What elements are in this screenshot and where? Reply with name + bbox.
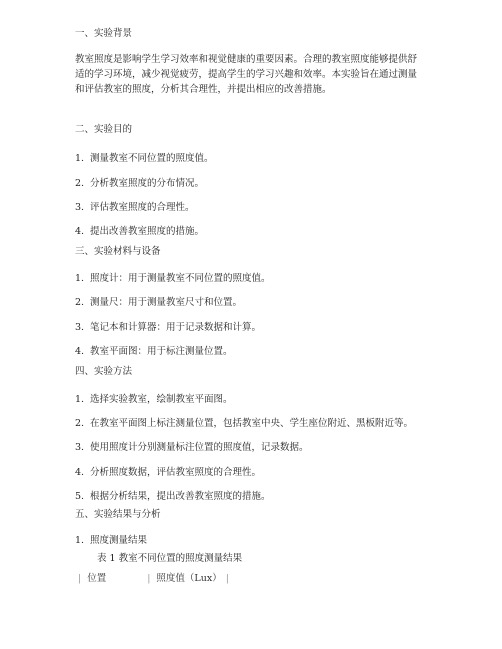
heading-background: 一、实验背景 (75, 28, 133, 39)
list-item (75, 394, 233, 406)
paragraph-line: 适的学习环境，减少视觉疲劳，提高学生的学习兴趣和效率。本实验旨在通过测量 (75, 69, 418, 80)
list-text: 测量尺：用于测量教室尺寸和位置。 (90, 297, 243, 308)
list-item (75, 178, 204, 190)
list-text: 评估教室照度的合理性。 (90, 202, 195, 213)
list-text: 提出改善教室照度的措施。 (90, 226, 205, 237)
list-text: 教室平面图：用于标注测量位置。 (90, 346, 233, 357)
table-divider: | (147, 573, 151, 584)
heading-materials: 三、实验材料与设备 (75, 246, 161, 257)
list-item (75, 273, 271, 285)
list-text: 笔记本和计算器：用于记录数据和计算。 (90, 322, 262, 333)
list-number: 1. (75, 394, 85, 405)
paragraph-background (75, 52, 435, 97)
list-number: 2. (75, 418, 85, 429)
paragraph-line: 和评估教室的照度，分析其合理性，并提出相应的改善措施。 (75, 84, 332, 95)
paragraph-line: 教室照度是影响学生学习效率和视觉健康的重要因素。合理的教室照度能够提供舒 (75, 54, 418, 65)
list-item (75, 418, 413, 430)
list-number: 2. (75, 297, 85, 308)
heading-results: 五、实验结果与分析 (75, 509, 161, 520)
table-caption: 表 1 教室不同位置的照度测量结果 (97, 553, 243, 564)
list-item (75, 535, 147, 547)
list-number: 4. (75, 226, 85, 237)
table-divider: | (78, 573, 82, 584)
list-number: 3. (75, 322, 85, 333)
list-number: 3. (75, 442, 85, 453)
table-header-row (78, 573, 229, 585)
heading-purpose: 二、实验目的 (75, 124, 133, 135)
list-item (75, 442, 309, 454)
list-text: 使用照度计分别测量标注位置的照度值，记录数据。 (90, 442, 309, 453)
list-text: 测量教室不同位置的照度值。 (90, 153, 214, 164)
list-item (75, 467, 261, 479)
list-number: 4. (75, 346, 85, 357)
heading-method: 四、实验方法 (75, 366, 133, 377)
list-number: 3. (75, 202, 85, 213)
list-item (75, 226, 204, 238)
list-text: 选择实验教室，绘制教室平面图。 (90, 394, 233, 405)
list-item (75, 491, 271, 503)
list-number: 1. (75, 153, 85, 164)
list-number: 5. (75, 491, 85, 502)
list-number: 2. (75, 178, 85, 189)
list-text: 分析照度数据，评估教室照度的合理性。 (90, 467, 262, 478)
table-header-position: 位置 (87, 573, 107, 584)
list-item (75, 346, 233, 358)
list-text: 分析教室照度的分布情况。 (90, 178, 205, 189)
list-text: 照度计：用于测量教室不同位置的照度值。 (90, 273, 271, 284)
list-number: 1. (75, 535, 85, 546)
list-item (75, 322, 261, 334)
table-divider: | (225, 573, 229, 584)
list-item (75, 153, 214, 165)
list-item (75, 202, 195, 214)
list-item (75, 297, 242, 309)
table-header-illuminance: 照度值（Lux） (156, 573, 222, 584)
list-number: 4. (75, 467, 85, 478)
list-text: 根据分析结果，提出改善教室照度的措施。 (90, 491, 271, 502)
list-text: 照度测量结果 (90, 535, 148, 546)
list-number: 1. (75, 273, 85, 284)
list-text: 在教室平面图上标注测量位置，包括教室中央、学生座位附近、黑板附近等。 (90, 418, 414, 429)
